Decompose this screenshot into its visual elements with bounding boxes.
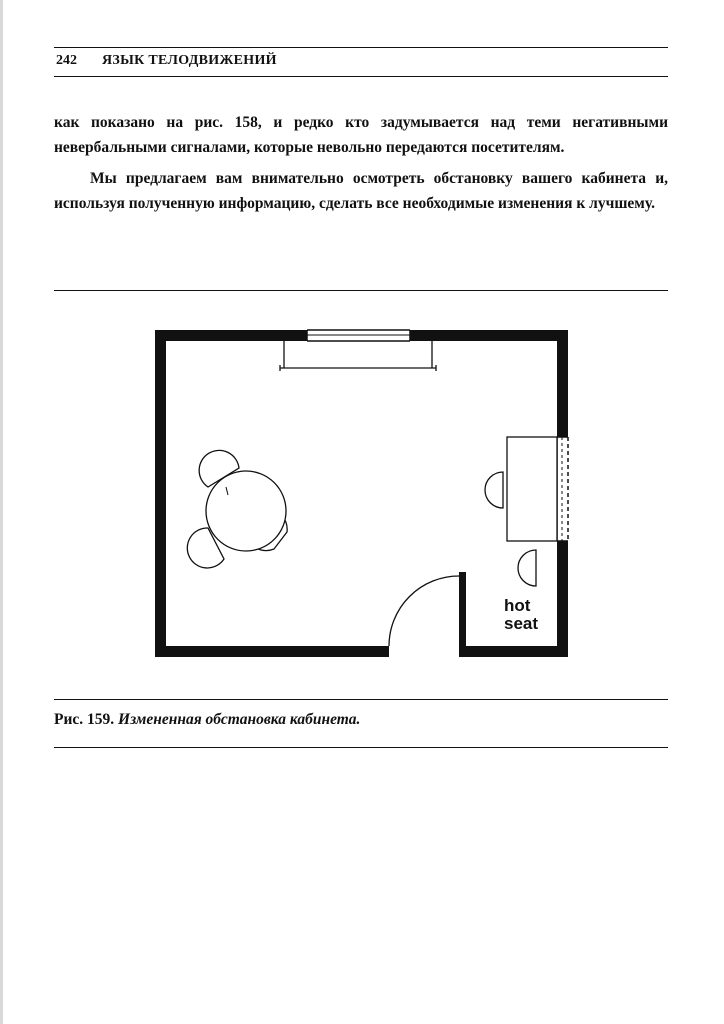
paragraph-2: Мы предлагаем вам внимательно осмотреть обстановку вашего кабинета и, используя полученную информацию, сделать все необходимые изменения к лучшему. <box>54 170 668 212</box>
running-title: ЯЗЫК ТЕЛОДВИЖЕНИЙ <box>102 53 277 68</box>
wall-bottom-right <box>459 646 568 657</box>
caption-bottom-rule <box>54 747 668 748</box>
hot-seat-label-line1: hot <box>504 596 531 615</box>
top-window <box>307 330 410 341</box>
wall-bottom-left <box>155 646 389 657</box>
right-window <box>557 437 568 541</box>
caption-label: Рис. 159. <box>54 711 115 728</box>
round-table <box>206 471 286 551</box>
wall-left <box>155 330 166 657</box>
page-header <box>54 47 668 77</box>
paragraph-1: как показано на рис. 158, и редко кто задумывается над теми негативными невербальными сигналами, которые невольно передаются посетителям. <box>54 114 668 156</box>
figure-caption <box>54 709 668 731</box>
wall-cabinet <box>280 341 436 371</box>
visitor-chair <box>485 472 503 508</box>
wall-top-right <box>410 330 568 341</box>
wall-right-upper <box>557 330 568 437</box>
body-text <box>54 110 668 216</box>
wall-top-left <box>155 330 307 341</box>
caption-text: Измененная обстановка кабинета. <box>118 711 361 728</box>
door-jamb <box>459 572 466 657</box>
page-number: 242 <box>56 53 77 68</box>
caption-top-rule <box>54 699 668 700</box>
hot-seat-chair <box>518 550 536 586</box>
hot-seat-label-line2: seat <box>504 614 539 633</box>
desk <box>507 437 557 541</box>
figure-top-rule <box>54 290 668 291</box>
meeting-table-group <box>187 450 287 568</box>
page-edge <box>0 0 3 1024</box>
office-floor-plan <box>150 318 580 660</box>
wall-right-lower <box>557 541 568 657</box>
door <box>389 576 459 646</box>
